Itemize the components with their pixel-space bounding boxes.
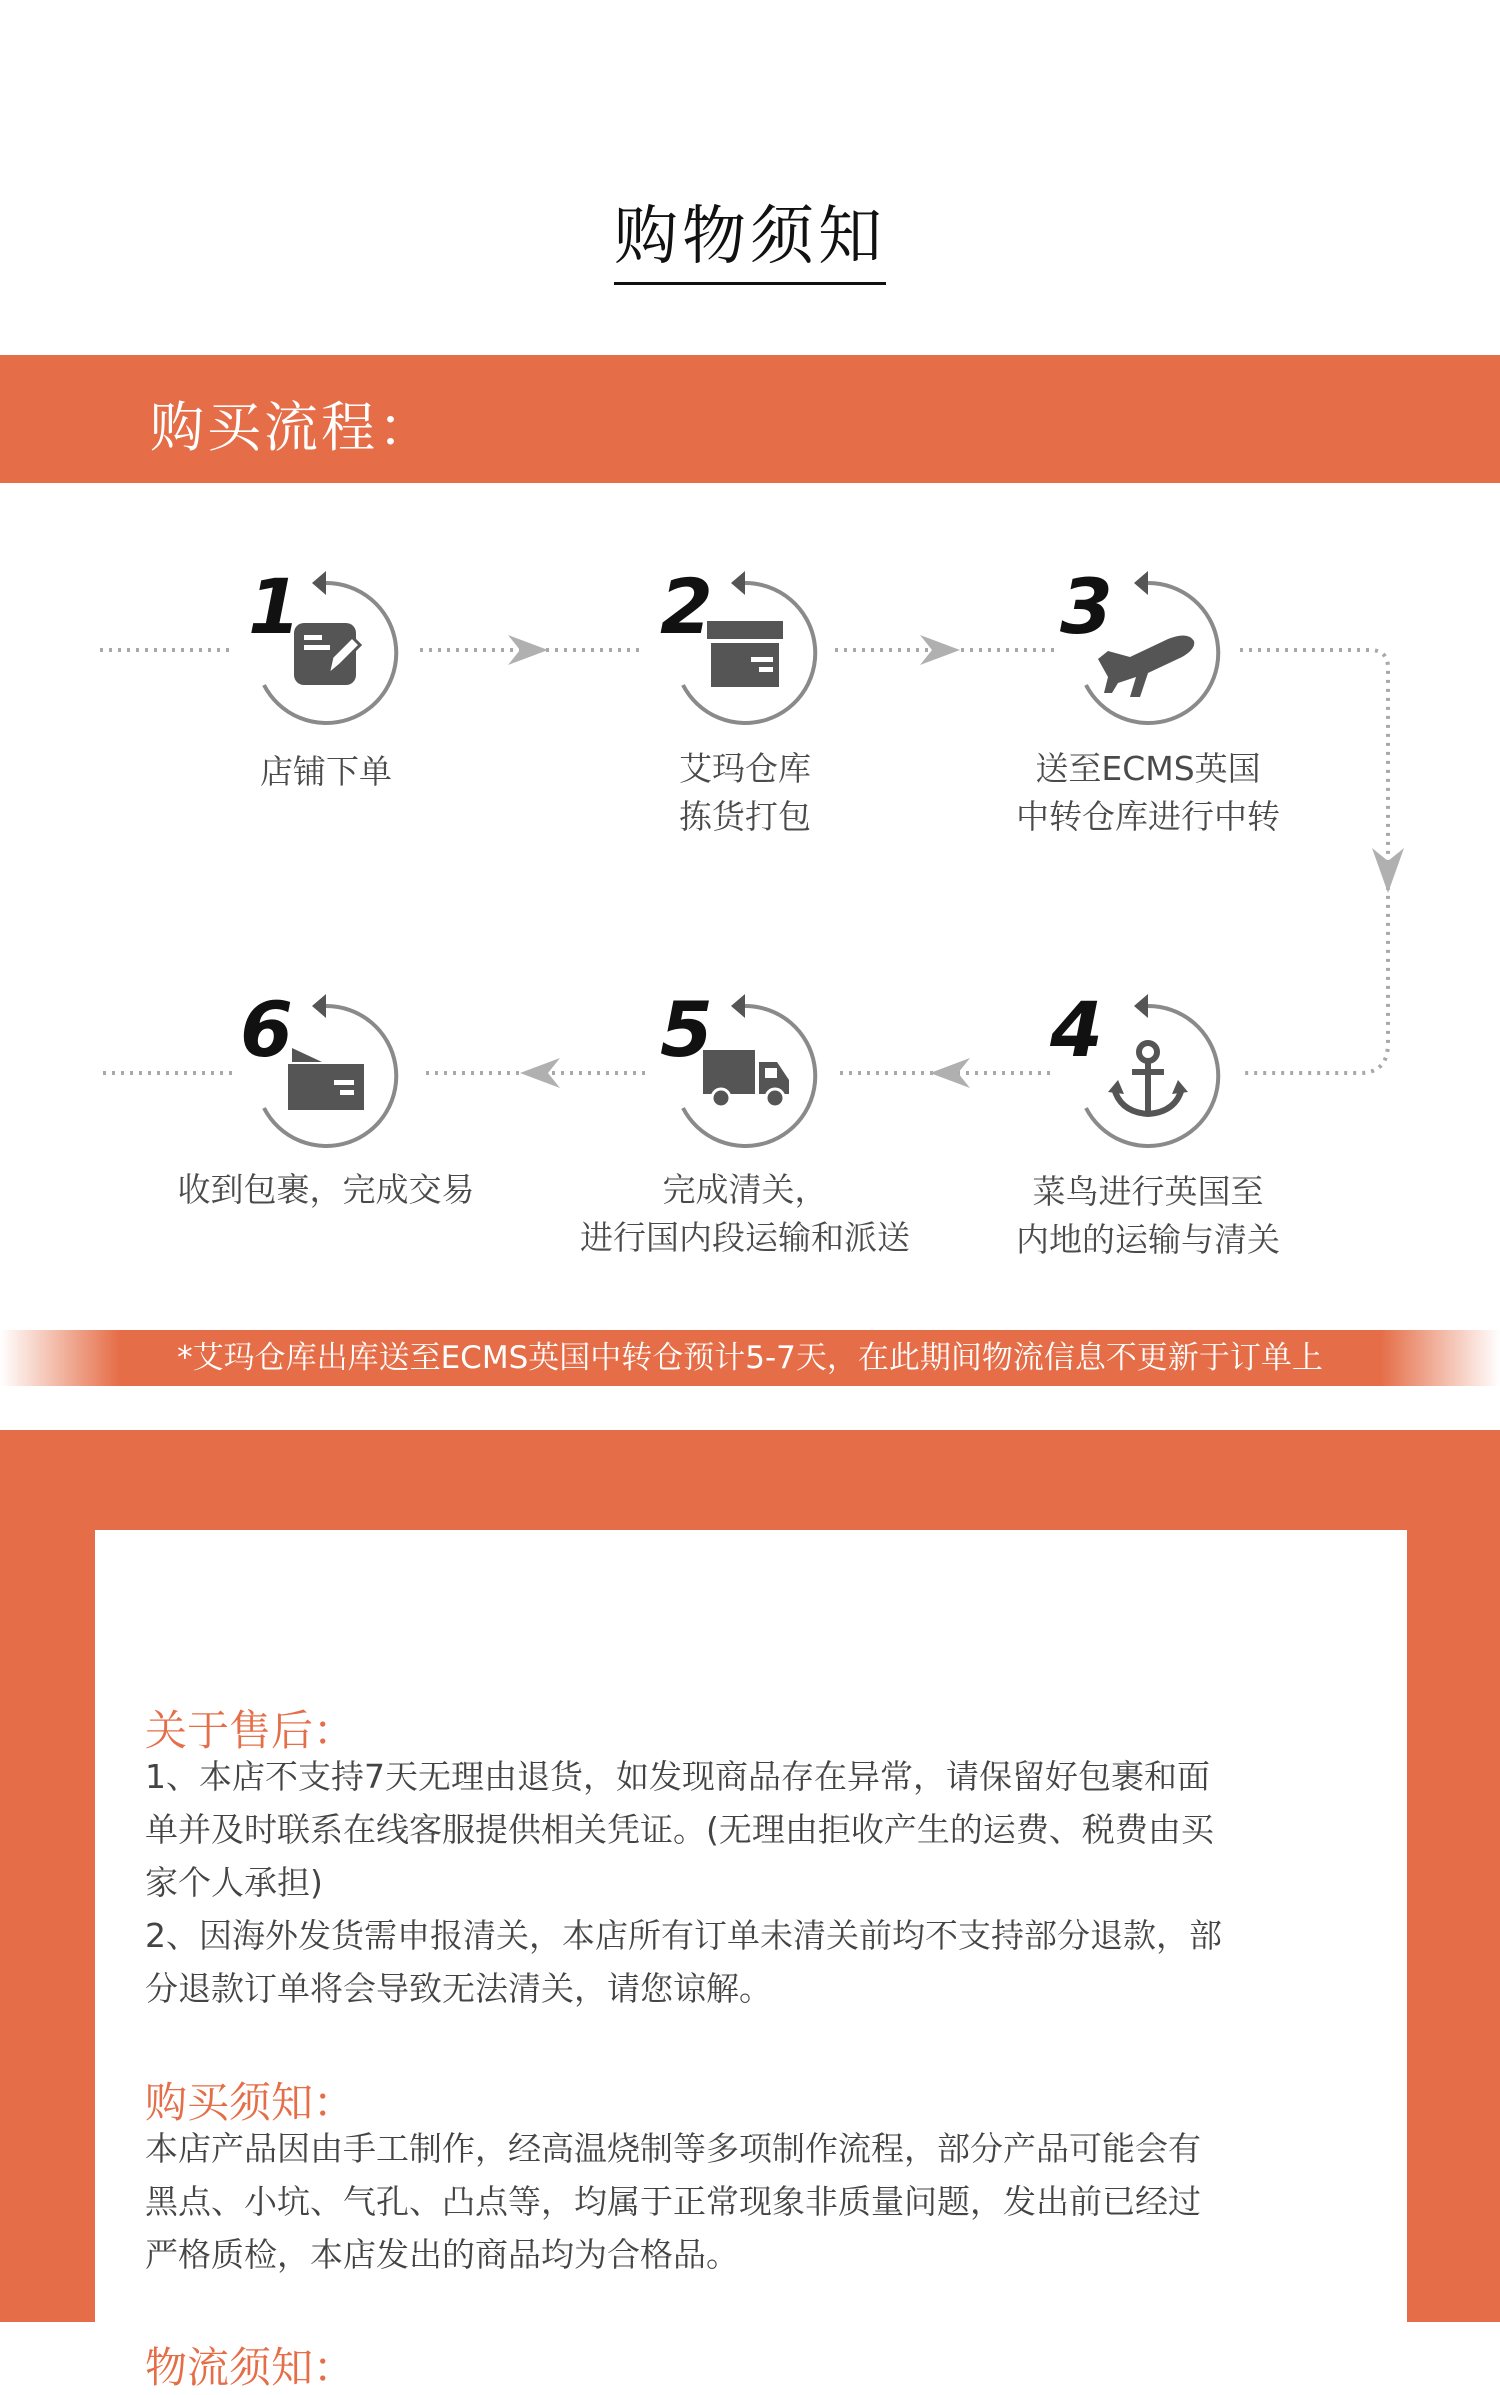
step-1-label: [116, 748, 536, 796]
step-6-label: [116, 1166, 536, 1214]
step-4-icon-group: [1086, 994, 1218, 1146]
purchase-notice-line: 本店产品因由手工制作，经高温烧制等多项制作流程，部分产品可能会有: [145, 2129, 1201, 2168]
purchase-flow-heading: 购买流程：: [150, 396, 435, 459]
step-4-label-line-2: 内地的运输与清关: [1016, 1220, 1280, 1259]
after-sales-line: 单并及时联系在线客服提供相关凭证。(无理由拒收产生的运费、税费由买: [145, 1810, 1214, 1849]
after-sales-line: 家个人承担): [145, 1863, 323, 1902]
step-5-number: 5: [660, 985, 713, 1074]
step-2-label-line-2: 拣货打包: [679, 797, 811, 836]
step-3-label: [938, 745, 1358, 841]
after-sales-heading: 关于售后：: [145, 1706, 356, 1755]
arrow-down-icon: [1372, 848, 1404, 893]
purchase-flow-band: [0, 355, 1500, 483]
notice-card: [95, 1530, 1407, 2392]
step-4-label: [938, 1168, 1358, 1264]
step-1-number: 1: [248, 562, 301, 651]
step-4-number: 4: [1050, 985, 1103, 1074]
logistics-notice-heading: 物流须知：: [145, 2343, 356, 2392]
step-2-label-line-1: 艾玛仓库: [679, 749, 811, 788]
step-3-label-line-1: 送至ECMS英国: [1035, 749, 1261, 788]
step-4-label-line-1: 菜鸟进行英国至: [1032, 1172, 1264, 1211]
after-sales-line: 1、本店不支持7天无理由退货，如发现商品存在异常，请保留好包裹和面: [145, 1757, 1210, 1796]
step-5-label-line-2: 进行国内段运输和派送: [580, 1218, 910, 1257]
delivery-truck-icon: [703, 1050, 789, 1107]
step-2-label: [535, 745, 955, 841]
purchase-notice-text: [145, 2122, 1360, 2281]
anchor-icon: [1114, 1043, 1182, 1114]
shipping-time-note: *艾玛仓库出库送至ECMS英国中转仓预计5-7天，在此期间物流信息不更新于订单上: [0, 1330, 1500, 1386]
step-1-label-line: 店铺下单: [260, 752, 392, 791]
purchase-notice-line: 严格质检，本店发出的商品均为合格品。: [145, 2235, 739, 2274]
purchase-flow-diagram: [0, 483, 1500, 1333]
after-sales-line: 2、因海外发货需申报清关，本店所有订单未清关前均不支持部分退款，部: [145, 1916, 1222, 1955]
step-6-label-line: 收到包裹，完成交易: [177, 1170, 475, 1209]
received-package-icon: [288, 1048, 364, 1110]
after-sales-line: 分退款订单将会导致无法清关，请您谅解。: [145, 1969, 772, 2008]
page-title-wrap: [0, 185, 1500, 277]
step-3-number: 3: [1060, 562, 1113, 651]
step-5-label: [535, 1166, 955, 1262]
page-title: 购物须知: [614, 200, 886, 285]
step-3-label-line-2: 中转仓库进行中转: [1016, 797, 1280, 836]
purchase-notice-heading: 购买须知：: [145, 2078, 356, 2127]
notice-section: [0, 1430, 1500, 2392]
step-2-number: 2: [660, 562, 713, 651]
after-sales-text: [145, 1750, 1360, 2015]
arrow-left-icon: [930, 1058, 970, 1088]
connector-line: [1240, 650, 1388, 1073]
purchase-notice-line: 黑点、小坑、气孔、凸点等，均属于正常现象非质量问题，发出前已经过: [145, 2182, 1201, 2221]
step-6-number: 6: [240, 985, 293, 1074]
package-box-icon: [707, 621, 783, 639]
step-5-label-line-1: 完成清关，: [662, 1170, 828, 1209]
arrow-right-icon: [508, 635, 548, 665]
